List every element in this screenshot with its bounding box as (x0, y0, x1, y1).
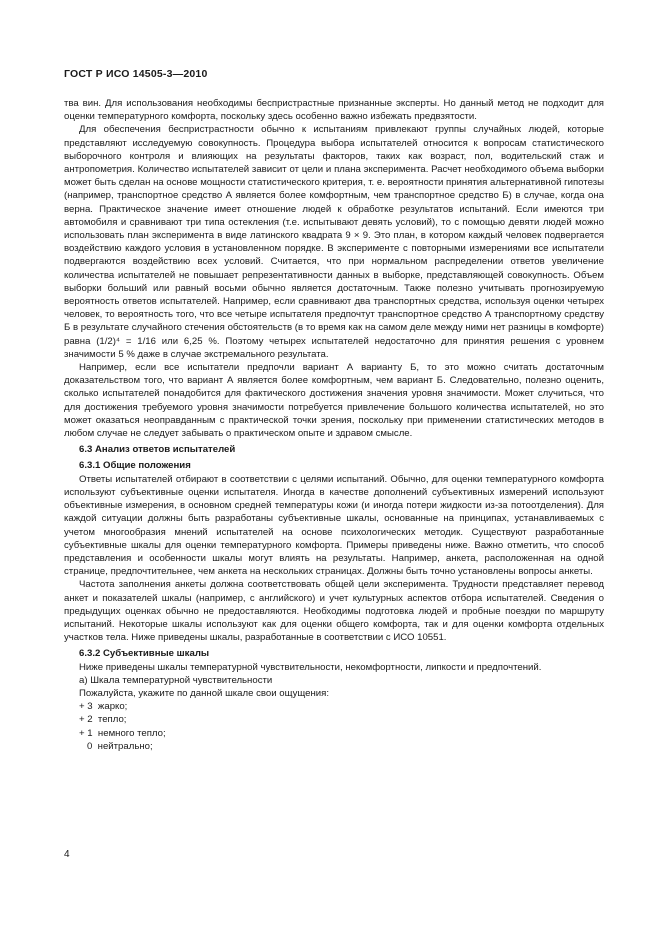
document-header: ГОСТ Р ИСО 14505-3—2010 (64, 68, 208, 80)
page-number: 4 (64, 849, 70, 860)
scale-item: + 3 жарко; (79, 701, 128, 713)
section-heading-6-3-2: 6.3.2 Субъективные шкалы (79, 648, 210, 660)
paragraph-continuation: тва вин. Для использования необходимы беспристрастные признанные эксперты. Но данный метод не подходит для оценки температурного комфорта, поскольку здесь особенно важно избежать предвзятости. (64, 98, 604, 123)
paragraph-example: Например, если все испытатели предпочли вариант А варианту Б, то это можно считать достаточным доказательством того, что вариант А является более комфортным, чем вариант Б. Следовательно, полезно оценить, сколько испытателей понадобится для фактического достижения значения уровня значимости. Может случиться, что для достижения требуемого уровня значимости потребуется привлечение большого количества испытателей, но это может оказаться неоправданным с практической точки зрения, поскольку при применении статистических методов в любом случае не следует забывать о практическом опыте и здравом смысле. (64, 362, 604, 440)
scale-item: + 1 немного тепло; (79, 727, 166, 739)
section-heading-6-3: 6.3 Анализ ответов испытателей (79, 444, 236, 456)
paragraph-scales-intro: Ниже приведены шкалы температурной чувствительности, некомфортности, липкости и предпочтений. (79, 661, 542, 673)
section-heading-6-3-1: 6.3.1 Общие положения (79, 460, 191, 472)
scale-item: 0 нейтрально; (79, 740, 153, 752)
document-body (64, 97, 604, 753)
list-item-a: а) Шкала температурной чувствительности (79, 674, 273, 686)
paragraph-general: Ответы испытателей отбирают в соответствии с целями испытаний. Обычно, для оценки температурного комфорта используют субъективные оценки испытателя. Иногда в качестве дополнений субъективных измерений используют объективные измерения, в основном средней температуры кожи (и иногда потери жидкости из-за потоотделения). Для каждой ситуации должны быть разработаны субъективные шкалы, основанные на принципах, устанавливаемых с учетом многообразия мнений испытателей на основе психологических методик. Существуют разработанные субъективные шкалы для оценки температурного комфорта. Примеры приведены ниже. Важно отметить, что способ представления и особенности шкалы могут влиять на результаты. Например, анкета, расположенная на одной странице, предпочтительнее, чем анкета на нескольких страницах. Должны быть точно установлены вопросы анкеты. (64, 473, 604, 578)
paragraph-frequency: Частота заполнения анкеты должна соответствовать общей цели эксперимента. Трудности представляет перевод анкет и показателей шкалы (например, с английского) и учет культурных аспектов отбора испытателей. Сведения о предыдущих оценках обычно не предоставляются. Необходимы подготовка людей и пробные поездки по маршруту испытаний. Некоторые шкалы используют как для оценки общего комфорта, так и для оценки комфорта отдельных участков тела. Ниже приведены шкалы, разработанные в соответствии с ИСО 10551. (64, 579, 604, 644)
scale-item: + 2 тепло; (79, 714, 127, 726)
instruction-text: Пожалуйста, укажите по данной шкале свои ощущения: (79, 687, 330, 699)
paragraph-impartiality: Для обеспечения беспристрастности обычно к испытаниям привлекают группы случайных людей, которые представляют исследуемую совокупность. Процедура выбора испытателей относится к вопросам статистического выборочного контроля и влияющих на результаты факторов, таких как возраст, пол, водительский стаж и антропометрия. Количество испытателей зависит от цели и плана эксперимента. Расчет необходимого объема выборки может быть сделан на основе мощности статистического критерия, т. е. вероятности принятия альтернативной гипотезы (например, транспортное средство А является более комфортным, чем транспортное средство Б) в случае, когда она верна. Практическое значение имеет отношение людей к обработке результатов испытаний. Если имеются три автомобиля и сравнивают три типа остекления (т.е. испытывают девять условий), то с помощью девяти людей можно использовать план эксперимента в виде латинского квадрата 9 × 9. Это план, в котором каждый человек подвергается воздействию каждого условия в установленном порядке. В эксперименте с повторными измерениями все испытатели подвергаются воздействию всех условий. Считается, что при нормальном распределении ответов увеличение количества испытателей не повышает репрезентативности данных в выборке, представляющей совокупность. Объем выборки больший или равный восьми обычно является достаточным. Также полезно учитывать прогнозируемую вероятность ответов испытателей. Например, если сравнивают два транспортных средства, используя оценки четырех человек, то вероятность того, что все четыре испытателя предпочтут транспортное средство А транспортному средству Б в результате случайного стечения обстоятельств (в то время как на самом деле между ними нет разницы в комфорте) равна (1/2)⁴ = 1/16 или 6,25 %. Поэтому четырех испытателей недостаточно для принятия решения с уровнем значимости 5 % даже в случае экстремального результата. (64, 124, 604, 360)
